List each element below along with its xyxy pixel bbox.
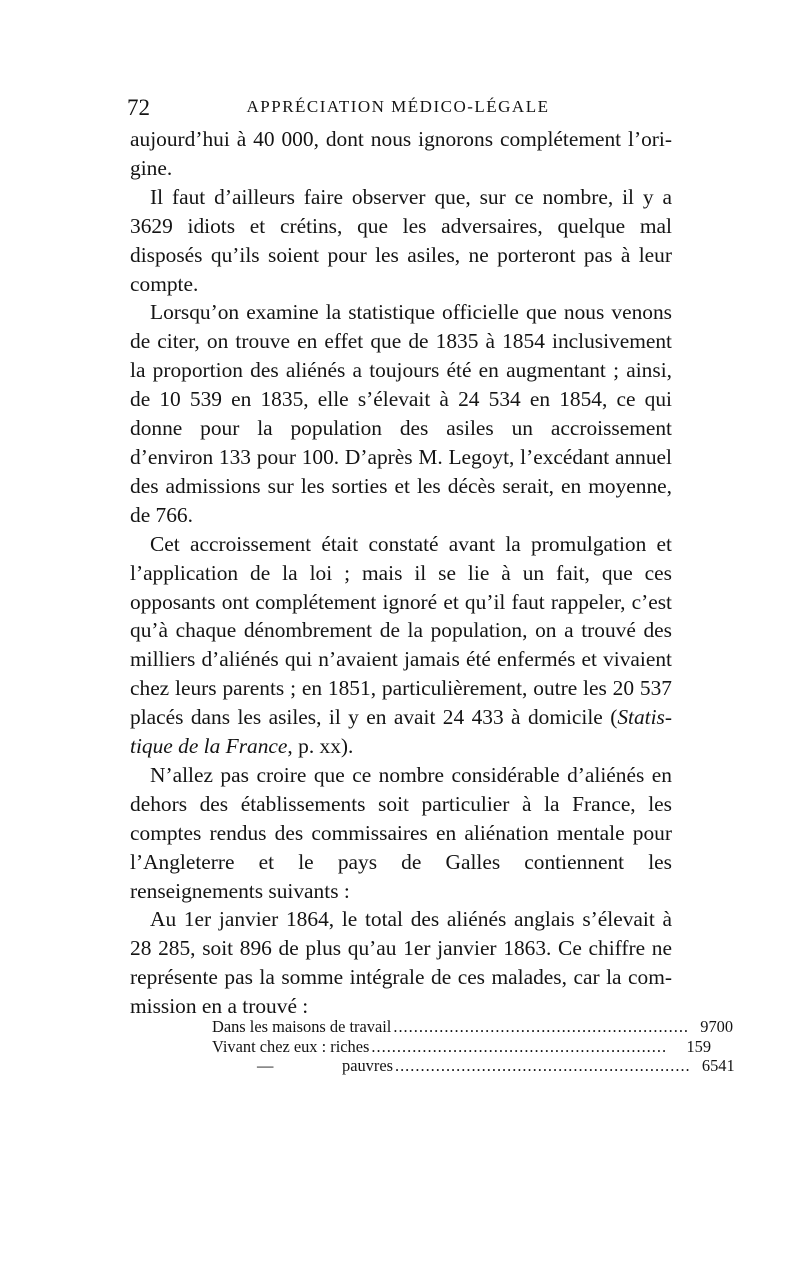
dot-leader: .......................................................... [371, 1036, 668, 1056]
paragraph-5: N’allez pas croire que ce nombre considérable d’aliénés en dehors des établissements soit particulier à la France, les comptes rendus des commissaires en aliénation mentale pour l’Angleterre et le pays de Galles contiennent les renseignements suivants : [130, 762, 672, 903]
paragraph-4 [130, 530, 672, 761]
row-label: Dans les maisons de travail [212, 1017, 392, 1036]
page-number: 72 [127, 95, 150, 120]
statistics-table [212, 1017, 735, 1076]
paragraph-2: Il faut d’ailleurs faire observer que, sur ce nombre, il y a 3629 idiots et crétins, que les adversaires, quelque mal disposés qu’ils soient pour les asiles, ne porteront pas à leur compte. [130, 184, 672, 296]
dot-leader: .......................................................... [394, 1056, 691, 1075]
table-row [212, 1036, 712, 1057]
row-label: pauvres [342, 1056, 393, 1075]
row-value: 6541 [701, 1056, 735, 1075]
running-head: APPRÉCIATION MÉDICO-LÉGALE [246, 97, 550, 116]
table-row [212, 1056, 735, 1076]
paragraph-3: Lorsqu’on examine la statistique officielle que nous venons de citer, on trouve en effet que de 1835 à 1854 inclusivement la proportion des aliénés a toujours été en augmentant ; ainsi, de 10 539 en 1835, elle s’élevait à 24 534 en 1854, ce qui donne pour la population des asiles un accroissement d’environ 133 pour 100. D’après M. Legoyt, l’excédant annuel des admissions sur les sorties et les décès serait, en moyenne, de 766. [130, 300, 672, 527]
paragraph-6: Au 1er janvier 1864, le total des aliénés anglais s’élevait à 28 285, soit 896 de plus qu’au 1er janvier 1863. Ce chiffre ne représente pas la somme intégrale de ces malades, car la commission en a trouvé : [130, 907, 672, 1019]
page-header [127, 95, 669, 123]
body-text [130, 125, 672, 1021]
row-value: 159 [686, 1036, 712, 1056]
dot-leader: .......................................................... [393, 1017, 690, 1036]
row-label-group [212, 1056, 393, 1076]
row-label: Vivant chez eux : riches [212, 1036, 370, 1056]
paragraph-1: aujourd’hui à 40 000, dont nous ignorons complétement l’origine. [130, 127, 672, 180]
paragraph-4-after: , p. xx). [287, 734, 354, 759]
row-value: 9700 [700, 1017, 734, 1036]
paragraph-4-text: Cet accroissement était constaté avant la promulgation et l’application de la loi ; mais il se lie à un fait, que ces opposants ont complétement ignoré et qu’il faut rappeler, c’est qu’à chaque dénombrement de la population, on a trouvé des milliers d’aliénés qui n’avaient jamais été enfermés et vivaient chez leurs parents ; en 1851, particulièrement, outre les 20 537 placés dans les asiles, il y en avait 24 433 à domicile ( [130, 531, 672, 730]
ditto-dash: — [257, 1056, 274, 1075]
table-row [212, 1017, 734, 1037]
paragraph-4-italic-citation: Statistique de la France [130, 705, 672, 759]
